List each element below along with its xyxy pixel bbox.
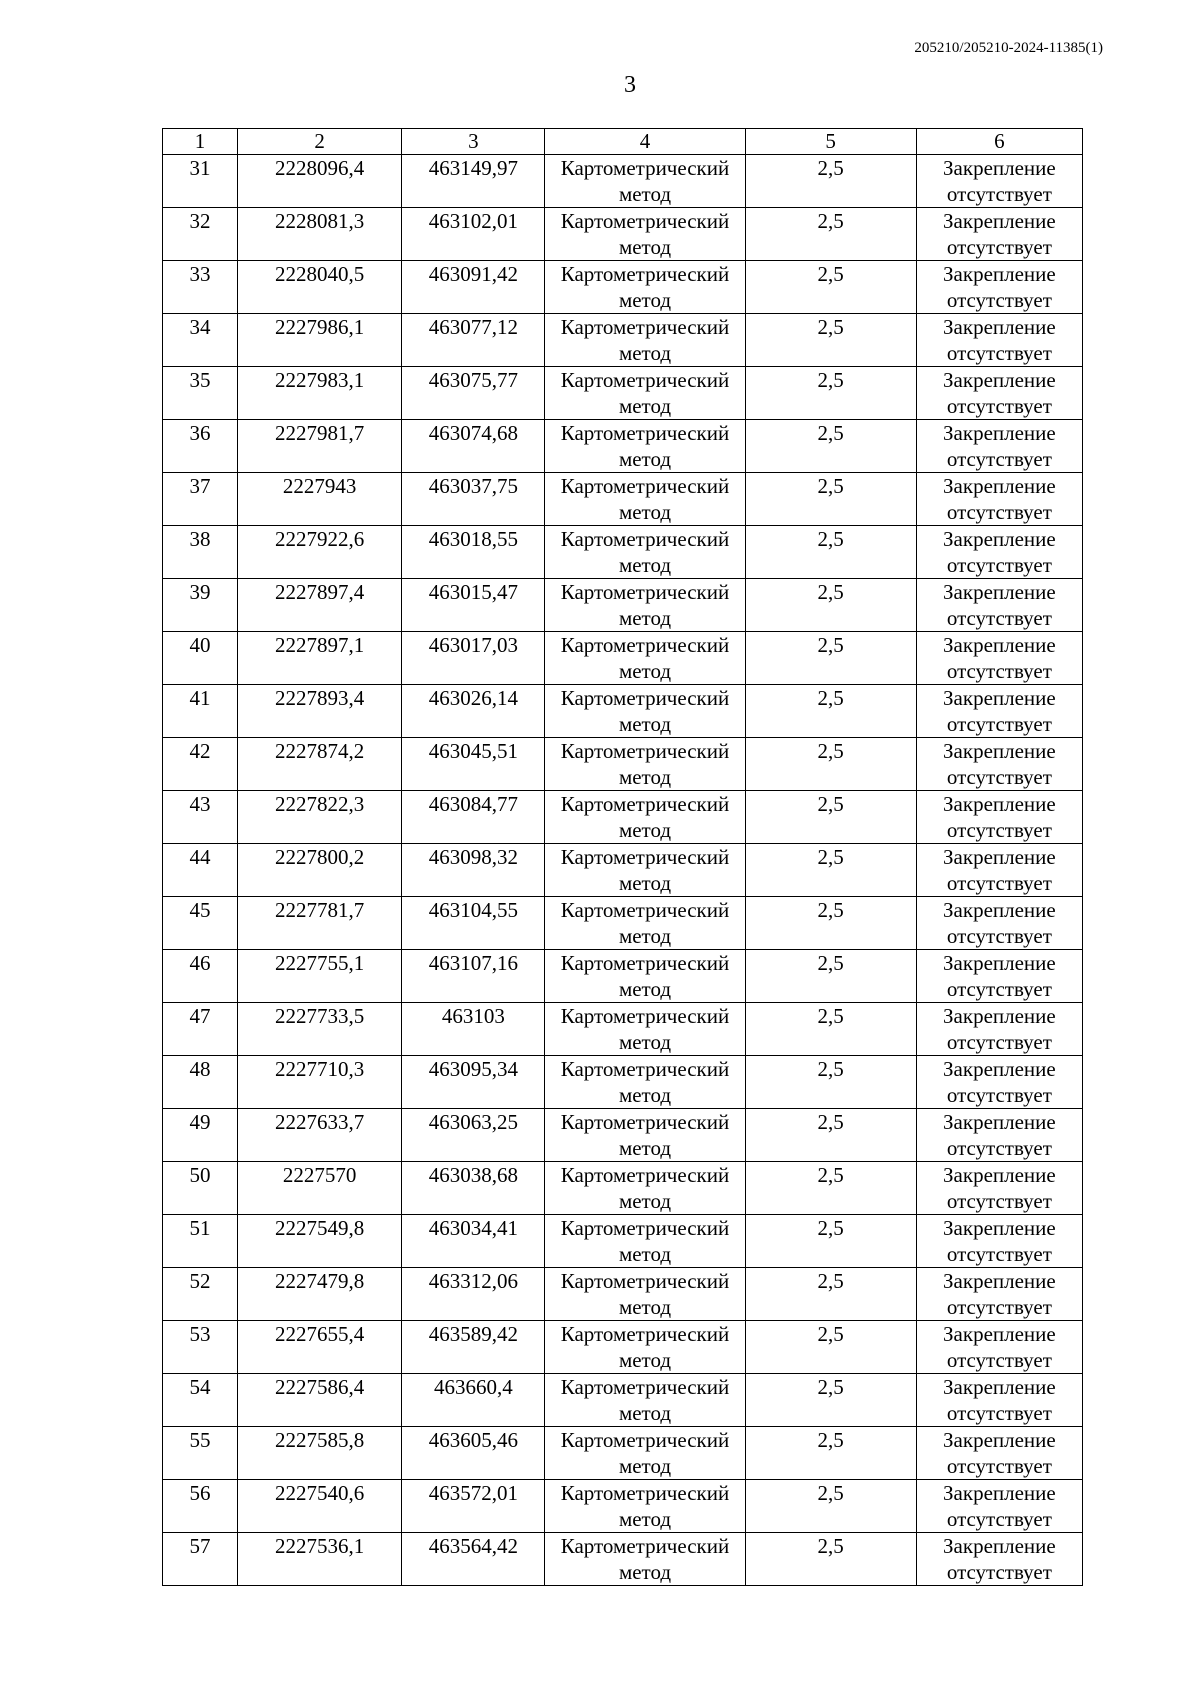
- table-row: [163, 1268, 1083, 1321]
- accuracy-cell: 2,5: [745, 367, 916, 420]
- fixation-cell: Закрепление отсутствует: [916, 420, 1082, 473]
- fixation-cell: Закрепление отсутствует: [916, 1427, 1082, 1480]
- method-cell: Картометрический метод: [545, 420, 745, 473]
- method-cell: Картометрический метод: [545, 738, 745, 791]
- method-cell: Картометрический метод: [545, 579, 745, 632]
- x-coordinate-cell: 2227633,7: [238, 1109, 402, 1162]
- method-cell: Картометрический метод: [545, 261, 745, 314]
- column-header: 2: [238, 129, 402, 155]
- method-cell: Картометрический метод: [545, 1480, 745, 1533]
- x-coordinate-cell: 2227549,8: [238, 1215, 402, 1268]
- point-number-cell: 37: [163, 473, 238, 526]
- accuracy-cell: 2,5: [745, 420, 916, 473]
- table-row: [163, 208, 1083, 261]
- y-coordinate-cell: 463660,4: [402, 1374, 545, 1427]
- point-number-cell: 55: [163, 1427, 238, 1480]
- x-coordinate-cell: 2228081,3: [238, 208, 402, 261]
- accuracy-cell: 2,5: [745, 632, 916, 685]
- x-coordinate-cell: 2227800,2: [238, 844, 402, 897]
- fixation-cell: Закрепление отсутствует: [916, 1268, 1082, 1321]
- y-coordinate-cell: 463038,68: [402, 1162, 545, 1215]
- column-header: 3: [402, 129, 545, 155]
- method-cell: Картометрический метод: [545, 1003, 745, 1056]
- table-row: [163, 950, 1083, 1003]
- y-coordinate-cell: 463015,47: [402, 579, 545, 632]
- column-header: 1: [163, 129, 238, 155]
- table-row: [163, 1162, 1083, 1215]
- accuracy-cell: 2,5: [745, 1056, 916, 1109]
- x-coordinate-cell: 2228096,4: [238, 155, 402, 208]
- header-row: [163, 129, 1083, 155]
- y-coordinate-cell: 463104,55: [402, 897, 545, 950]
- point-number-cell: 49: [163, 1109, 238, 1162]
- point-number-cell: 43: [163, 791, 238, 844]
- method-cell: Картометрический метод: [545, 314, 745, 367]
- method-cell: Картометрический метод: [545, 1215, 745, 1268]
- x-coordinate-cell: 2228040,5: [238, 261, 402, 314]
- y-coordinate-cell: 463103: [402, 1003, 545, 1056]
- method-cell: Картометрический метод: [545, 1056, 745, 1109]
- y-coordinate-cell: 463017,03: [402, 632, 545, 685]
- fixation-cell: Закрепление отсутствует: [916, 1003, 1082, 1056]
- fixation-cell: Закрепление отсутствует: [916, 1321, 1082, 1374]
- x-coordinate-cell: 2227781,7: [238, 897, 402, 950]
- y-coordinate-cell: 463037,75: [402, 473, 545, 526]
- accuracy-cell: 2,5: [745, 791, 916, 844]
- y-coordinate-cell: 463572,01: [402, 1480, 545, 1533]
- column-header: 5: [745, 129, 916, 155]
- table-row: [163, 1321, 1083, 1374]
- method-cell: Картометрический метод: [545, 1109, 745, 1162]
- accuracy-cell: 2,5: [745, 950, 916, 1003]
- x-coordinate-cell: 2227585,8: [238, 1427, 402, 1480]
- point-number-cell: 51: [163, 1215, 238, 1268]
- point-number-cell: 56: [163, 1480, 238, 1533]
- method-cell: Картометрический метод: [545, 950, 745, 1003]
- x-coordinate-cell: 2227922,6: [238, 526, 402, 579]
- method-cell: Картометрический метод: [545, 1533, 745, 1586]
- y-coordinate-cell: 463564,42: [402, 1533, 545, 1586]
- x-coordinate-cell: 2227943: [238, 473, 402, 526]
- table-row: [163, 1427, 1083, 1480]
- point-number-cell: 40: [163, 632, 238, 685]
- y-coordinate-cell: 463077,12: [402, 314, 545, 367]
- x-coordinate-cell: 2227570: [238, 1162, 402, 1215]
- fixation-cell: Закрепление отсутствует: [916, 526, 1082, 579]
- method-cell: Картометрический метод: [545, 1162, 745, 1215]
- point-number-cell: 57: [163, 1533, 238, 1586]
- x-coordinate-cell: 2227822,3: [238, 791, 402, 844]
- table-row: [163, 1533, 1083, 1586]
- table-row: [163, 579, 1083, 632]
- fixation-cell: Закрепление отсутствует: [916, 261, 1082, 314]
- accuracy-cell: 2,5: [745, 208, 916, 261]
- x-coordinate-cell: 2227479,8: [238, 1268, 402, 1321]
- column-header: 6: [916, 129, 1082, 155]
- table-row: [163, 155, 1083, 208]
- accuracy-cell: 2,5: [745, 1109, 916, 1162]
- table-row: [163, 420, 1083, 473]
- point-number-cell: 52: [163, 1268, 238, 1321]
- fixation-cell: Закрепление отсутствует: [916, 1480, 1082, 1533]
- point-number-cell: 54: [163, 1374, 238, 1427]
- point-number-cell: 31: [163, 155, 238, 208]
- table-row: [163, 1215, 1083, 1268]
- point-number-cell: 45: [163, 897, 238, 950]
- point-number-cell: 48: [163, 1056, 238, 1109]
- accuracy-cell: 2,5: [745, 261, 916, 314]
- table-body: [163, 155, 1083, 1586]
- x-coordinate-cell: 2227897,1: [238, 632, 402, 685]
- table-row: [163, 526, 1083, 579]
- accuracy-cell: 2,5: [745, 1480, 916, 1533]
- table-row: [163, 1109, 1083, 1162]
- fixation-cell: Закрепление отсутствует: [916, 738, 1082, 791]
- point-number-cell: 41: [163, 685, 238, 738]
- fixation-cell: Закрепление отсутствует: [916, 208, 1082, 261]
- x-coordinate-cell: 2227755,1: [238, 950, 402, 1003]
- fixation-cell: Закрепление отсутствует: [916, 314, 1082, 367]
- y-coordinate-cell: 463589,42: [402, 1321, 545, 1374]
- fixation-cell: Закрепление отсутствует: [916, 1215, 1082, 1268]
- method-cell: Картометрический метод: [545, 1427, 745, 1480]
- accuracy-cell: 2,5: [745, 1533, 916, 1586]
- x-coordinate-cell: 2227586,4: [238, 1374, 402, 1427]
- table-row: [163, 473, 1083, 526]
- x-coordinate-cell: 2227893,4: [238, 685, 402, 738]
- accuracy-cell: 2,5: [745, 1321, 916, 1374]
- accuracy-cell: 2,5: [745, 473, 916, 526]
- y-coordinate-cell: 463045,51: [402, 738, 545, 791]
- x-coordinate-cell: 2227540,6: [238, 1480, 402, 1533]
- point-number-cell: 38: [163, 526, 238, 579]
- accuracy-cell: 2,5: [745, 844, 916, 897]
- x-coordinate-cell: 2227897,4: [238, 579, 402, 632]
- method-cell: Картометрический метод: [545, 367, 745, 420]
- point-number-cell: 32: [163, 208, 238, 261]
- fixation-cell: Закрепление отсутствует: [916, 1109, 1082, 1162]
- accuracy-cell: 2,5: [745, 579, 916, 632]
- table-row: [163, 632, 1083, 685]
- point-number-cell: 47: [163, 1003, 238, 1056]
- fixation-cell: Закрепление отсутствует: [916, 367, 1082, 420]
- method-cell: Картометрический метод: [545, 473, 745, 526]
- method-cell: Картометрический метод: [545, 897, 745, 950]
- accuracy-cell: 2,5: [745, 1268, 916, 1321]
- table-row: [163, 844, 1083, 897]
- table-row: [163, 261, 1083, 314]
- fixation-cell: Закрепление отсутствует: [916, 1162, 1082, 1215]
- y-coordinate-cell: 463107,16: [402, 950, 545, 1003]
- accuracy-cell: 2,5: [745, 1374, 916, 1427]
- x-coordinate-cell: 2227710,3: [238, 1056, 402, 1109]
- method-cell: Картометрический метод: [545, 685, 745, 738]
- y-coordinate-cell: 463102,01: [402, 208, 545, 261]
- accuracy-cell: 2,5: [745, 526, 916, 579]
- point-number-cell: 46: [163, 950, 238, 1003]
- fixation-cell: Закрепление отсутствует: [916, 1533, 1082, 1586]
- method-cell: Картометрический метод: [545, 844, 745, 897]
- table-row: [163, 1480, 1083, 1533]
- y-coordinate-cell: 463018,55: [402, 526, 545, 579]
- table-row: [163, 685, 1083, 738]
- table-row: [163, 1056, 1083, 1109]
- x-coordinate-cell: 2227986,1: [238, 314, 402, 367]
- accuracy-cell: 2,5: [745, 314, 916, 367]
- accuracy-cell: 2,5: [745, 897, 916, 950]
- table-row: [163, 897, 1083, 950]
- point-number-cell: 35: [163, 367, 238, 420]
- table-row: [163, 1003, 1083, 1056]
- method-cell: Картометрический метод: [545, 1374, 745, 1427]
- method-cell: Картометрический метод: [545, 632, 745, 685]
- y-coordinate-cell: 463605,46: [402, 1427, 545, 1480]
- point-number-cell: 44: [163, 844, 238, 897]
- point-number-cell: 34: [163, 314, 238, 367]
- x-coordinate-cell: 2227981,7: [238, 420, 402, 473]
- y-coordinate-cell: 463026,14: [402, 685, 545, 738]
- accuracy-cell: 2,5: [745, 738, 916, 791]
- point-number-cell: 33: [163, 261, 238, 314]
- accuracy-cell: 2,5: [745, 155, 916, 208]
- method-cell: Картометрический метод: [545, 791, 745, 844]
- y-coordinate-cell: 463074,68: [402, 420, 545, 473]
- fixation-cell: Закрепление отсутствует: [916, 155, 1082, 208]
- point-number-cell: 53: [163, 1321, 238, 1374]
- fixation-cell: Закрепление отсутствует: [916, 950, 1082, 1003]
- page-number: 3: [624, 72, 636, 98]
- point-number-cell: 42: [163, 738, 238, 791]
- fixation-cell: Закрепление отсутствует: [916, 632, 1082, 685]
- fixation-cell: Закрепление отсутствует: [916, 685, 1082, 738]
- table-row: [163, 314, 1083, 367]
- y-coordinate-cell: 463095,34: [402, 1056, 545, 1109]
- fixation-cell: Закрепление отсутствует: [916, 473, 1082, 526]
- fixation-cell: Закрепление отсутствует: [916, 1374, 1082, 1427]
- x-coordinate-cell: 2227983,1: [238, 367, 402, 420]
- document-id: 205210/205210-2024-11385(1): [914, 40, 1103, 56]
- fixation-cell: Закрепление отсутствует: [916, 897, 1082, 950]
- y-coordinate-cell: 463034,41: [402, 1215, 545, 1268]
- fixation-cell: Закрепление отсутствует: [916, 844, 1082, 897]
- table-row: [163, 367, 1083, 420]
- fixation-cell: Закрепление отсутствует: [916, 1056, 1082, 1109]
- coordinates-table: [162, 128, 1083, 1586]
- y-coordinate-cell: 463098,32: [402, 844, 545, 897]
- method-cell: Картометрический метод: [545, 208, 745, 261]
- y-coordinate-cell: 463084,77: [402, 791, 545, 844]
- column-header: 4: [545, 129, 745, 155]
- method-cell: Картометрический метод: [545, 1321, 745, 1374]
- y-coordinate-cell: 463312,06: [402, 1268, 545, 1321]
- y-coordinate-cell: 463075,77: [402, 367, 545, 420]
- fixation-cell: Закрепление отсутствует: [916, 791, 1082, 844]
- x-coordinate-cell: 2227874,2: [238, 738, 402, 791]
- point-number-cell: 39: [163, 579, 238, 632]
- accuracy-cell: 2,5: [745, 1162, 916, 1215]
- accuracy-cell: 2,5: [745, 1215, 916, 1268]
- x-coordinate-cell: 2227536,1: [238, 1533, 402, 1586]
- table-row: [163, 738, 1083, 791]
- y-coordinate-cell: 463063,25: [402, 1109, 545, 1162]
- point-number-cell: 50: [163, 1162, 238, 1215]
- table-header: [163, 129, 1083, 155]
- point-number-cell: 36: [163, 420, 238, 473]
- method-cell: Картометрический метод: [545, 155, 745, 208]
- accuracy-cell: 2,5: [745, 1003, 916, 1056]
- table-row: [163, 1374, 1083, 1427]
- method-cell: Картометрический метод: [545, 1268, 745, 1321]
- table-row: [163, 791, 1083, 844]
- accuracy-cell: 2,5: [745, 685, 916, 738]
- method-cell: Картометрический метод: [545, 526, 745, 579]
- x-coordinate-cell: 2227655,4: [238, 1321, 402, 1374]
- y-coordinate-cell: 463091,42: [402, 261, 545, 314]
- x-coordinate-cell: 2227733,5: [238, 1003, 402, 1056]
- accuracy-cell: 2,5: [745, 1427, 916, 1480]
- fixation-cell: Закрепление отсутствует: [916, 579, 1082, 632]
- y-coordinate-cell: 463149,97: [402, 155, 545, 208]
